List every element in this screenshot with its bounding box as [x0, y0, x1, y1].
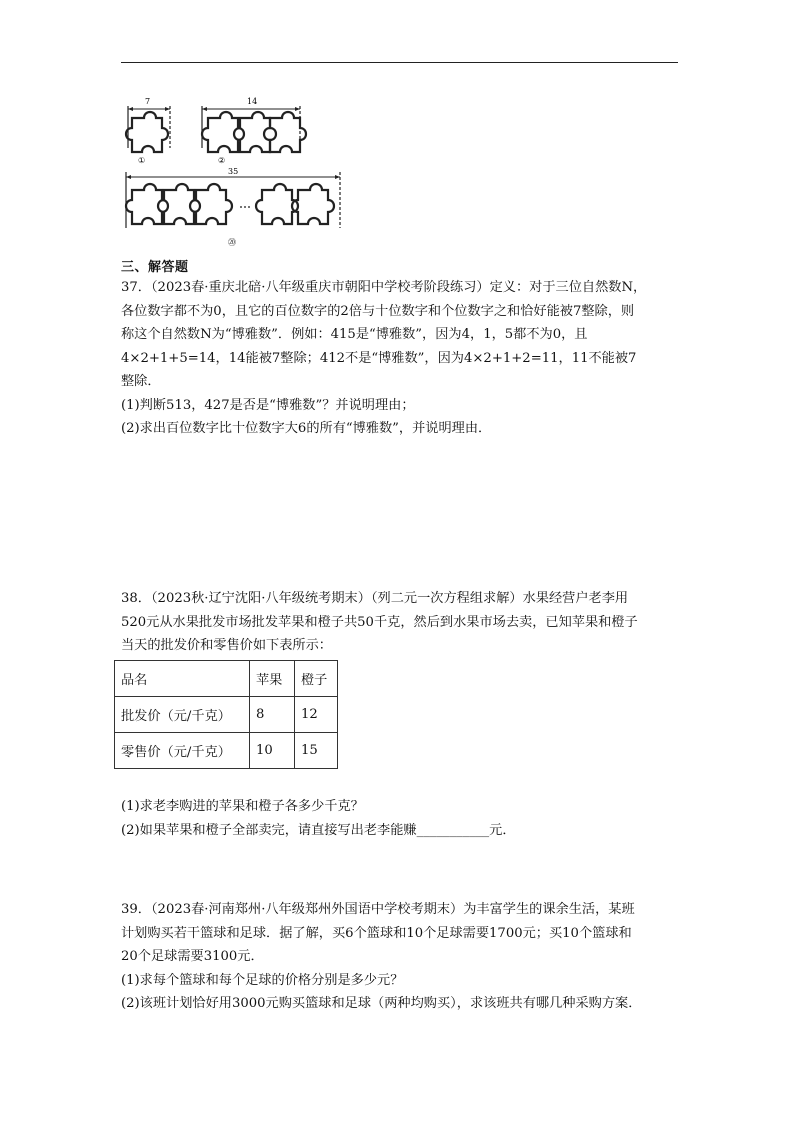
q39-part-1: (1)求每个篮球和每个足球的价格分别是多少元？: [121, 972, 404, 988]
width-label-1: 7: [145, 97, 151, 106]
q38-part-2: (2)如果苹果和橙子全部卖完，请直接写出老李能赚___________元．: [121, 822, 516, 838]
puzzle-figure-2: [202, 97, 306, 165]
q39-part-2: (2)该班计划恰好用3000元购买篮球和足球（两种均购买），求该班共有哪几种采购方案．: [121, 996, 642, 1011]
question-38: [121, 587, 681, 658]
puzzle-figure-3: [126, 167, 340, 247]
table-cell: 15: [295, 733, 338, 769]
figure-label-1: ①: [138, 156, 146, 165]
table-header-cell: 品名: [115, 661, 250, 697]
table-cell: 10: [250, 733, 295, 769]
question-39: [121, 898, 681, 1016]
table-header-cell: 橙子: [295, 661, 338, 697]
q37-part-1: (1)判断513，427是否是“博雅数”？并说明理由；: [121, 397, 415, 413]
question-38-parts: [121, 795, 681, 842]
q37-line: 4×2+1+5=14，14能被7整除；412不是“博雅数”，因为4×2+1+2=11，11不能被7: [121, 350, 637, 366]
header-rule: [121, 62, 678, 63]
q39-line: 20个足球需要3100元．: [121, 949, 264, 964]
table-cell: 零售价（元/千克）: [115, 733, 250, 769]
q38-part-1: (1)求老李购进的苹果和橙子各多少千克？: [121, 799, 364, 814]
q37-line: 称这个自然数N为“博雅数”．例如：415是“博雅数”，因为4，1，5都不为0，且: [121, 327, 588, 342]
table-header-row: [115, 661, 338, 697]
table-cell: 12: [295, 697, 338, 733]
q37-line: 整除．: [121, 374, 161, 389]
width-label-3: 35: [228, 167, 239, 176]
table-cell: 批发价（元/千克）: [115, 697, 250, 733]
q37-line: 各位数字都不为0，且它的百位数字的2倍与十位数字和个位数字之和恰好能被7整除，则: [121, 303, 635, 319]
table-header-cell: 苹果: [250, 661, 295, 697]
table-row: [115, 733, 338, 769]
q39-line: 39．（2023春·河南郑州·八年级郑州外国语中学校考期末）为丰富学生的课余生活，某班: [121, 902, 635, 917]
section-heading: 三、解答题: [121, 260, 189, 275]
figure-label-3: ⑳: [228, 238, 236, 247]
q38-line: 520元从水果批发市场批发苹果和橙子共50千克，然后到水果市场去卖，已知苹果和橙子: [121, 614, 638, 630]
q38-line: 38．（2023秋·辽宁沈阳·八年级统考期末）（列二元一次方程组求解）水果经营户老李用: [121, 591, 629, 606]
q39-line: 计划购买若干篮球和足球．据了解，买6个篮球和10个足球需要1700元；买10个篮球和: [121, 925, 632, 941]
q38-line: 当天的批发价和零售价如下表所示：: [121, 638, 332, 653]
width-label-2: 14: [247, 97, 258, 106]
puzzle-figure-1: [126, 97, 170, 165]
puzzle-figure: [120, 92, 350, 252]
table-row: [115, 697, 338, 733]
q37-part-2: (2)求出百位数字比十位数字大6的所有“博雅数”，并说明理由．: [121, 421, 492, 436]
table-cell: 8: [250, 697, 295, 733]
figure-label-2: ②: [218, 156, 226, 165]
price-table: [114, 660, 338, 769]
question-37: [121, 276, 681, 441]
q37-line: 37．（2023春·重庆北碚·八年级重庆市朝阳中学校考阶段练习）定义：对于三位自然数N，: [121, 280, 647, 295]
